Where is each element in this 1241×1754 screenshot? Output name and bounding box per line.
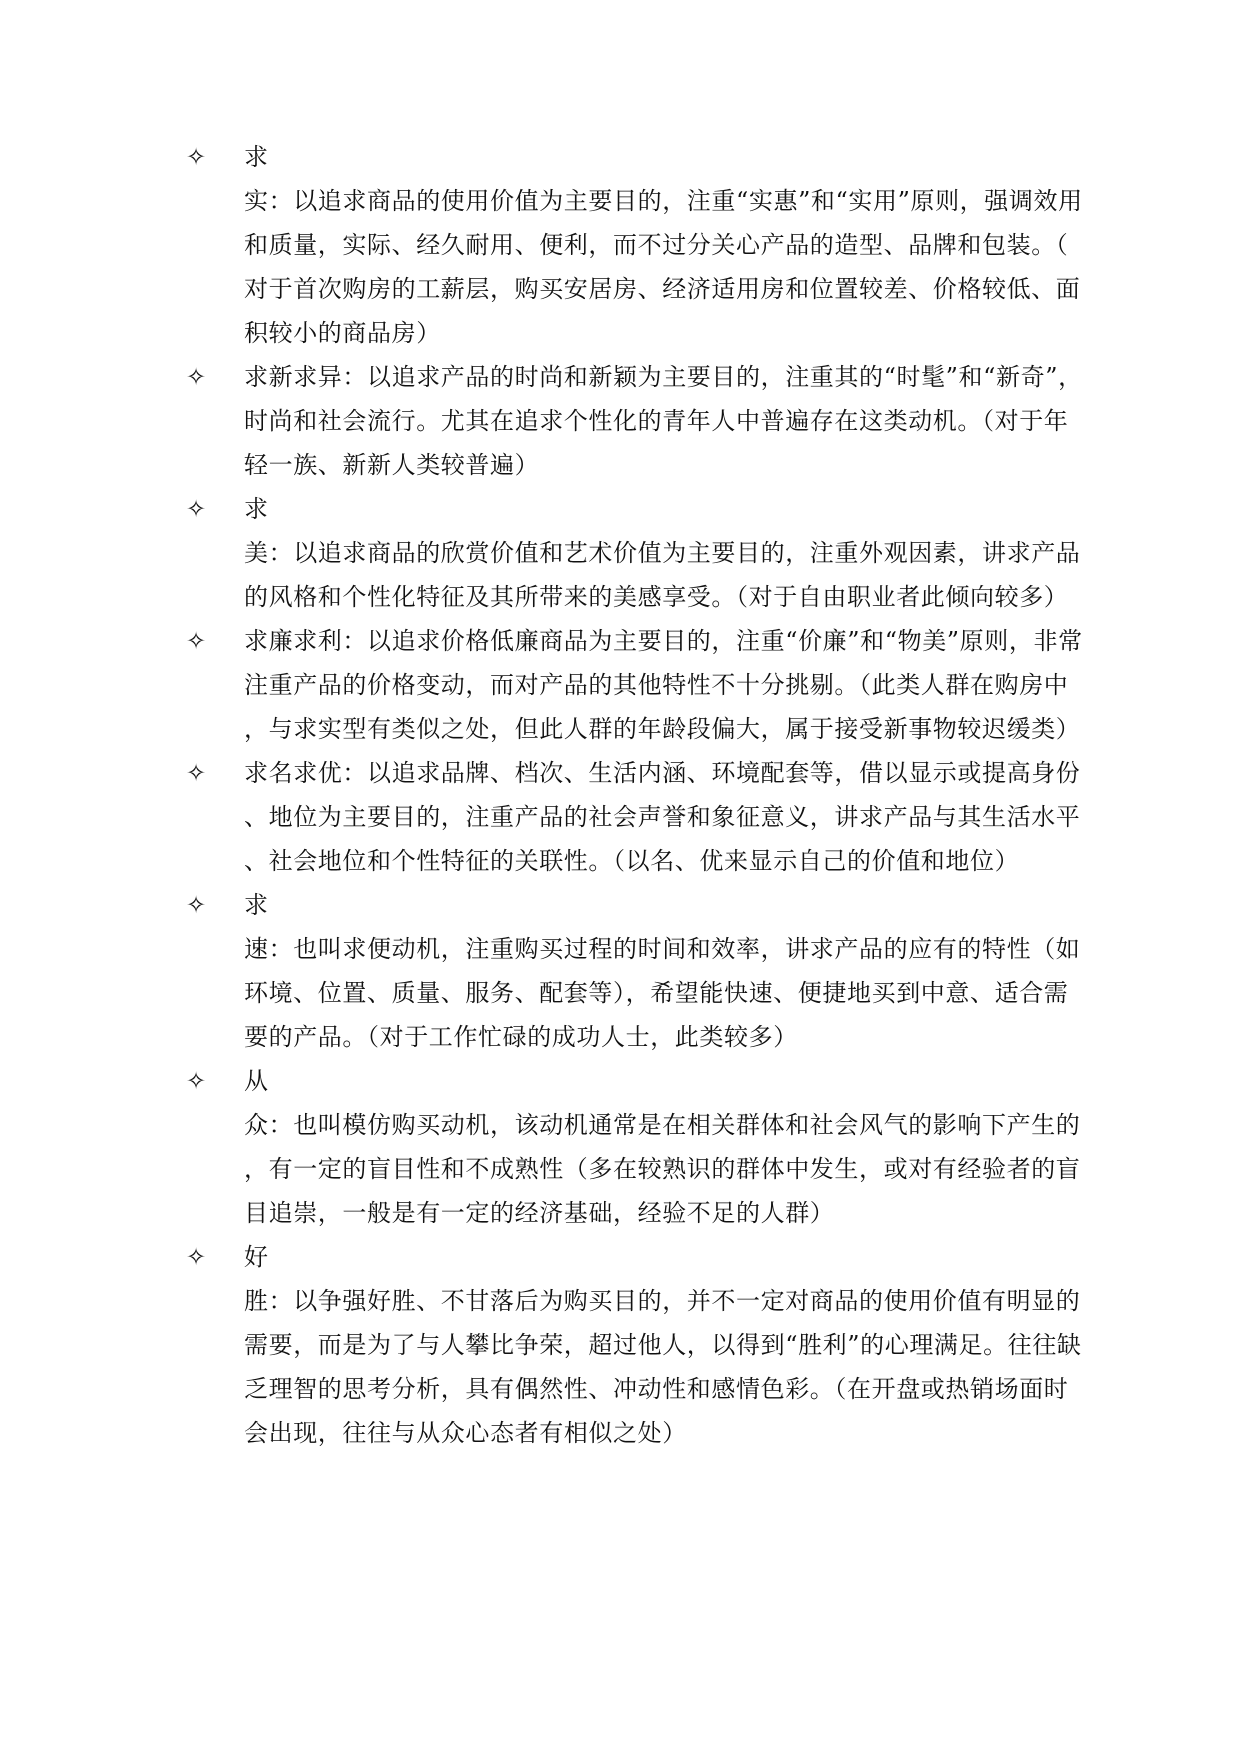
text-line: 求 bbox=[244, 891, 269, 919]
bullet-diamond-icon: ✧ bbox=[186, 627, 207, 655]
text-line: 的风格和个性化特征及其所带来的美感享受。（对于自由职业者此倾向较多） bbox=[244, 583, 1069, 611]
text-line: ，有一定的盲目性和不成熟性（多在较熟识的群体中发生，或对有经验者的盲 bbox=[244, 1155, 1081, 1183]
text-line: 美：以追求商品的欣赏价值和艺术价值为主要目的，注重外观因素，讲求产品 bbox=[244, 539, 1081, 567]
text-line: 求名求优：以追求品牌、档次、生活内涵、环境配套等，借以显示或提高身份 bbox=[244, 759, 1081, 787]
text-line: 需要，而是为了与人攀比争荣，超过他人，以得到“胜利”的心理满足。往往缺 bbox=[244, 1331, 1082, 1359]
text-line: 乏理智的思考分析，具有偶然性、冲动性和感情色彩。（在开盘或热销场面时 bbox=[244, 1375, 1069, 1403]
text-line: 、社会地位和个性特征的关联性。（以名、优来显示自己的价值和地位） bbox=[244, 847, 1020, 875]
text-line: 轻一族、新新人类较普遍） bbox=[244, 451, 540, 479]
text-line: 要的产品。（对于工作忙碌的成功人士，此类较多） bbox=[244, 1023, 798, 1051]
text-line: 注重产品的价格变动，而对产品的其他特性不十分挑剔。（此类人群在购房中 bbox=[244, 671, 1069, 699]
bullet-diamond-icon: ✧ bbox=[186, 759, 207, 787]
text-line: 目追崇，一般是有一定的经济基础，经验不足的人群） bbox=[244, 1199, 835, 1227]
text-line: 速：也叫求便动机，注重购买过程的时间和效率，讲求产品的应有的特性（如 bbox=[244, 935, 1081, 963]
bullet-diamond-icon: ✧ bbox=[186, 143, 207, 171]
text-line: 求 bbox=[244, 143, 269, 171]
text-line: 和质量，实际、经久耐用、便利，而不过分关心产品的造型、品牌和包装。（ bbox=[244, 231, 1069, 259]
bullet-diamond-icon: ✧ bbox=[186, 1067, 207, 1095]
text-line: 会出现，往往与从众心态者有相似之处） bbox=[244, 1419, 687, 1447]
text-line: 环境、位置、质量、服务、配套等），希望能快速、便捷地买到中意、适合需 bbox=[244, 979, 1069, 1007]
text-line: 积较小的商品房） bbox=[244, 319, 441, 347]
text-line: ，与求实型有类似之处，但此人群的年龄段偏大，属于接受新事物较迟缓类） bbox=[244, 715, 1081, 743]
text-line: 好 bbox=[244, 1243, 269, 1271]
text-line: 从 bbox=[244, 1067, 269, 1095]
text-line: 求廉求利：以追求价格低廉商品为主要目的，注重“价廉”和“物美”原则，非常 bbox=[244, 627, 1083, 655]
bullet-diamond-icon: ✧ bbox=[186, 363, 207, 391]
text-line: 时尚和社会流行。尤其在追求个性化的青年人中普遍存在这类动机。（对于年 bbox=[244, 407, 1069, 435]
bullet-diamond-icon: ✧ bbox=[186, 1243, 207, 1271]
text-line: 、地位为主要目的，注重产品的社会声誉和象征意义，讲求产品与其生活水平 bbox=[244, 803, 1081, 831]
text-line: 胜：以争强好胜、不甘落后为购买目的，并不一定对商品的使用价值有明显的 bbox=[244, 1287, 1081, 1315]
text-line: 众：也叫模仿购买动机，该动机通常是在相关群体和社会风气的影响下产生的 bbox=[244, 1111, 1081, 1139]
text-line: 对于首次购房的工薪层，购买安居房、经济适用房和位置较差、价格较低、面 bbox=[244, 275, 1081, 303]
text-line: 求 bbox=[244, 495, 269, 523]
text-line: 实：以追求商品的使用价值为主要目的，注重“实惠”和“实用”原则，强调效用 bbox=[244, 187, 1083, 215]
bullet-diamond-icon: ✧ bbox=[186, 495, 207, 523]
bullet-diamond-icon: ✧ bbox=[186, 891, 207, 919]
text-line: 求新求异：以追求产品的时尚和新颖为主要目的，注重其的“时髦”和“新奇”， bbox=[244, 363, 1083, 391]
